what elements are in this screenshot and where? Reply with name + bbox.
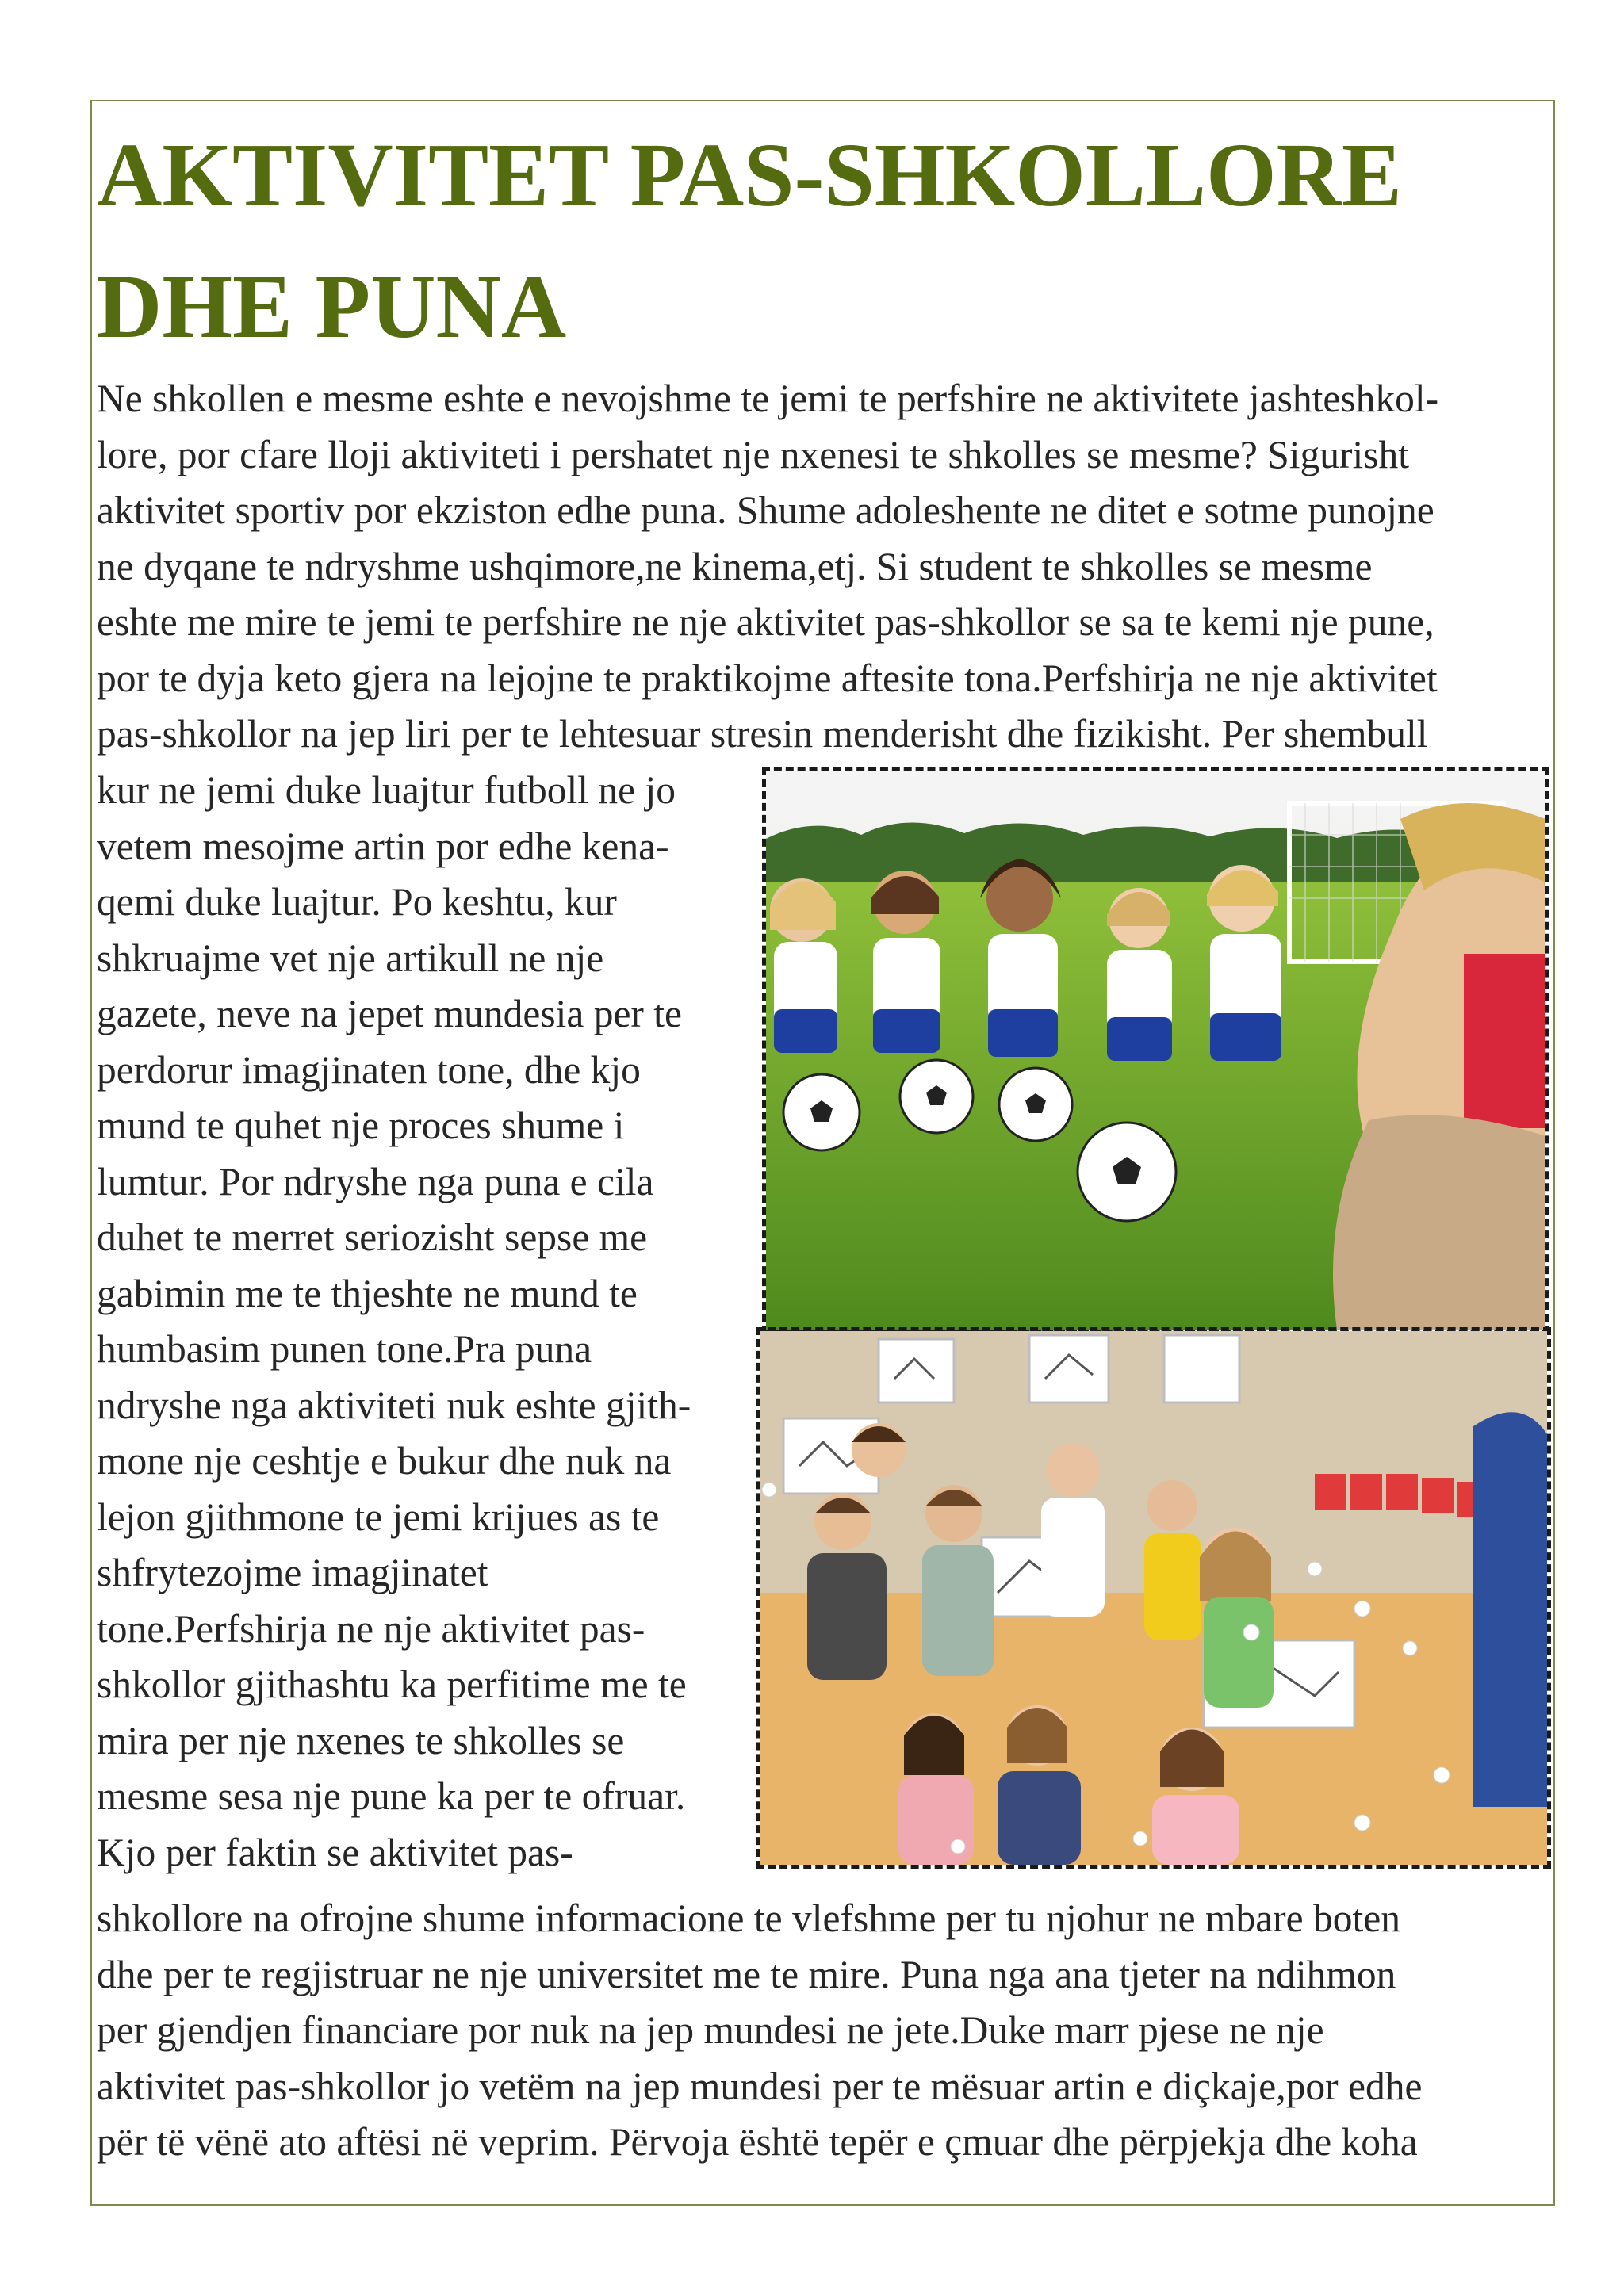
text-line: qemi duke luajtur. Po keshtu, kur [97, 880, 617, 924]
text-line: tone.Perfshirja ne nje aktivitet pas- [97, 1606, 645, 1651]
text-line: perdorur imagjinaten tone, dhe kjo [97, 1047, 641, 1092]
text-line: lore, por cfare lloji aktiviteti i pershatet nje nxenesi te shkolles se mesme? Sigurisht [97, 432, 1410, 476]
text-line: mone nje ceshtje e bukur dhe nuk na [97, 1439, 672, 1483]
text-line: shkollore na ofrojne shume informacione te vlefshme per tu njohur ne mbare boten [97, 1896, 1400, 1940]
text-line: ne dyqane te ndryshme ushqimore,ne kinema,etj. Si student te shkolles se mesme [97, 544, 1373, 588]
text-line: dhe per te regjistruar ne nje universitet me te mire. Puna nga ana tjeter na ndihmon [97, 1952, 1396, 1996]
text-line: lumtur. Por ndryshe nga puna e cila [97, 1159, 654, 1203]
text-line: vetem mesojme artin por edhe kena- [97, 824, 669, 868]
soccer-photo-illustration [766, 771, 1545, 1330]
text-line: aktivitet pas-shkollor jo vetëm na jep mundesi per te mësuar artin e diçkaje,por edhe [97, 2064, 1423, 2108]
text-line: shfrytezojme imagjinatet [97, 1551, 488, 1594]
text-line: eshte me mire te jemi te perfshire ne nje aktivitet pas-shkollor se sa te kemi nje pune, [97, 600, 1434, 644]
text-line: Ne shkollen e mesme eshte e nevojshme te jemi te perfshire ne aktivitete jashteshkol- [97, 377, 1439, 420]
text-line: por te dyja keto gjera na lejojne te praktikojme aftesite tona.Perfshirja ne nje aktivitet [97, 656, 1438, 700]
text-line: duhet te merret seriozisht sepse me [97, 1215, 648, 1259]
soccer-team-photo [762, 767, 1549, 1334]
text-line: humbasim punen tone.Pra puna [97, 1327, 592, 1371]
text-line: mira per nje nxenes te shkolles se [97, 1718, 625, 1762]
intro-paragraph [97, 371, 1548, 763]
text-line: Kjo per faktin se aktivitet pas- [97, 1830, 573, 1874]
text-line: ndryshe nga aktiviteti nuk eshte gjith- [97, 1383, 691, 1427]
title-line-1: AKTIVITET PAS-SHKOLLORE [97, 124, 1403, 225]
text-line: aktivitet sportiv por ekziston edhe puna. Shume adoleshente ne ditet e sotme punojne [97, 488, 1434, 532]
title-line-2: DHE PUNA [97, 256, 567, 357]
text-line: per gjendjen financiare por nuk na jep mundesi ne jete.Duke marr pjese ne nje [97, 2008, 1324, 2052]
text-line: gabimin me te thjeshte ne mund te [97, 1271, 638, 1315]
text-line: kur ne jemi duke luajtur futboll ne jo [97, 768, 676, 812]
article-title [97, 109, 1540, 373]
text-line: lejon gjithmone te jemi krijues as te [97, 1494, 660, 1539]
classroom-photo-illustration [760, 1331, 1547, 1865]
text-line: gazete, neve na jepet mundesia per te [97, 992, 683, 1035]
side-column-paragraph [97, 763, 747, 1881]
closing-paragraph [97, 1891, 1548, 2171]
text-line: për të vënë ato aftësi në veprim. Përvoja është tepër e çmuar dhe përpjekja dhe koha [97, 2120, 1418, 2164]
text-line: mesme sesa nje pune ka per te ofruar. [97, 1774, 686, 1818]
text-line: mund te quhet nje proces shume i [97, 1104, 625, 1147]
text-line: pas-shkollor na jep liri per te lehtesuar stresin menderisht dhe fizikisht. Per shembull [97, 712, 1428, 756]
classroom-science-photo [756, 1327, 1551, 1869]
text-line: shkruajme vet nje artikull ne nje [97, 936, 604, 980]
text-line: shkollor gjithashtu ka perfitime me te [97, 1663, 687, 1706]
